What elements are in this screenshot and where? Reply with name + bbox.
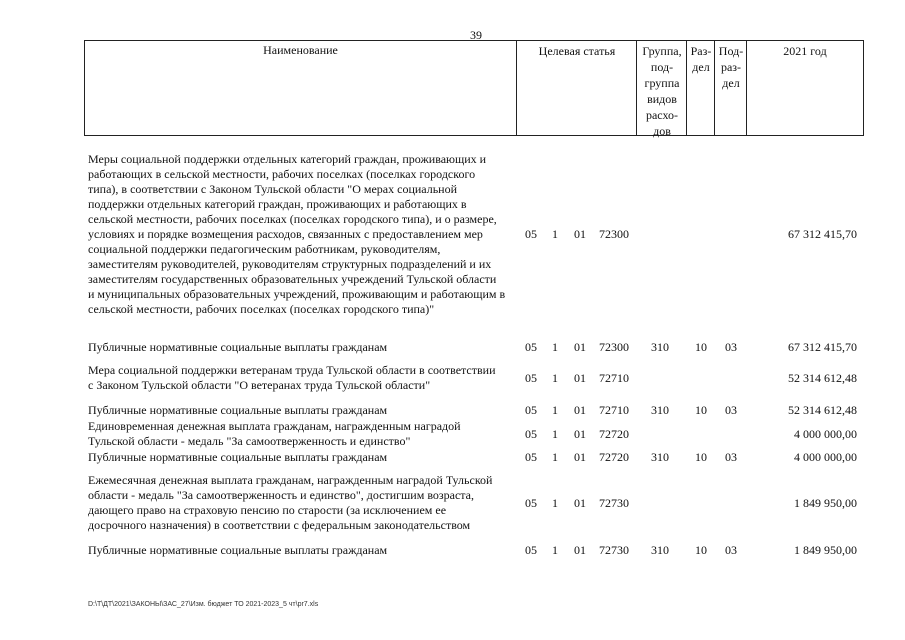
cell-amount: 52 314 612,48: [788, 370, 857, 385]
row-name: [88, 473, 518, 533]
cell-section: 10: [695, 450, 707, 464]
cell-t1: 05: [525, 340, 537, 354]
cell-t2: 1: [552, 403, 558, 417]
row-name-line: типа), в соответствии с Законом Тульской области "О мерах социальной: [88, 182, 458, 196]
cell-amount: 4 000 000,00: [794, 426, 857, 441]
row-name: [88, 403, 518, 418]
row-name-line: Публичные нормативные социальные выплаты гражданам: [88, 403, 388, 417]
row-name-line: условиях и порядке возмещения расходов, связанных с предоставлением мер: [88, 227, 483, 241]
cell-t2: 1: [552, 340, 558, 354]
cell-amount: 4 000 000,00: [794, 450, 857, 464]
header-year: 2021 год: [746, 41, 863, 135]
row-name: [88, 543, 518, 558]
row-name-line: дающего право на страховую пенсию по старости (за исключением ее: [88, 503, 447, 517]
row-name-line: Меры социальной поддержки отдельных категорий граждан, проживающих и: [88, 152, 487, 166]
row-name-line: области - медаль "За самоотверженность и единство", достигшим возраста,: [88, 488, 475, 502]
cell-group: 310: [651, 340, 669, 354]
cell-amount: 67 312 415,70: [788, 340, 857, 354]
row-name-line: поддержки отдельных категорий граждан, проживающих и работающих в: [88, 197, 467, 211]
row-name: [88, 419, 518, 449]
cell-t4: 72730: [599, 543, 629, 557]
cell-t1: 05: [525, 450, 537, 464]
row-name-line: с Законом Тульской области "О ветеранах труда Тульской области": [88, 378, 431, 392]
cell-t1: 05: [525, 370, 537, 385]
row-name-line: Публичные нормативные социальные выплаты гражданам: [88, 450, 388, 464]
row-name-line: сельской местности, рабочих поселках (поселках городского типа)": [88, 302, 435, 316]
table-row: [0, 419, 905, 449]
table-row: [0, 403, 905, 418]
cell-group: 310: [651, 403, 669, 417]
cell-section: 10: [695, 340, 707, 354]
cell-t3: 01: [574, 227, 586, 241]
row-name: [88, 363, 518, 393]
cell-t3: 01: [574, 450, 586, 464]
cell-t2: 1: [552, 227, 558, 241]
row-name-line: Ежемесячная денежная выплата гражданам, награжденным наградой Тульской: [88, 473, 493, 487]
cell-t3: 01: [574, 426, 586, 441]
cell-amount: 67 312 415,70: [788, 227, 857, 241]
group-line: видов: [647, 92, 677, 106]
group-line: группа: [644, 76, 680, 90]
group-line: под-: [650, 60, 674, 74]
table-row: [0, 340, 905, 355]
row-name-line: Публичные нормативные социальные выплаты гражданам: [88, 340, 388, 354]
row-name-line: работающих в сельской местности, рабочих поселках (поселках городского: [88, 167, 476, 181]
row-name-line: социальной поддержки педагогическим работникам, руководителям,: [88, 242, 441, 256]
subsection-line: раз-: [720, 60, 742, 74]
cell-t3: 01: [574, 403, 586, 417]
table-row: [0, 543, 905, 558]
table-row: [0, 473, 905, 533]
header-name: Наименование: [263, 43, 338, 57]
cell-t1: 05: [525, 227, 537, 241]
cell-group: 310: [651, 543, 669, 557]
cell-t3: 01: [574, 495, 586, 510]
cell-t3: 01: [574, 370, 586, 385]
cell-t1: 05: [525, 426, 537, 441]
cell-section: 10: [695, 403, 707, 417]
row-name-line: сельской местности, рабочих поселках (поселках городского типа), и о размере,: [88, 212, 497, 226]
row-name-line: Единовременная денежная выплата гражданам, награжденным наградой: [88, 419, 461, 433]
cell-amount: 1 849 950,00: [794, 495, 857, 510]
cell-t4: 72300: [599, 340, 629, 354]
row-name-line: и муниципальных образовательных учреждений, проживающим и работающим в: [88, 287, 506, 301]
cell-subsection: 03: [725, 543, 737, 557]
cell-t3: 01: [574, 543, 586, 557]
header-section: [686, 41, 715, 135]
cell-t2: 1: [552, 495, 558, 510]
page-number: 39: [470, 28, 482, 42]
row-name-line: заместителям руководителей, руководителям структурных подразделений и их: [88, 257, 492, 271]
cell-amount: 52 314 612,48: [788, 403, 857, 417]
section-line: Раз-: [690, 44, 712, 58]
cell-t3: 01: [574, 340, 586, 354]
cell-t2: 1: [552, 370, 558, 385]
cell-t4: 72730: [599, 495, 629, 510]
section-line: дел: [692, 60, 710, 74]
cell-t1: 05: [525, 495, 537, 510]
row-name-line: Тульской области - медаль "За самоотверженность и единство": [88, 434, 411, 448]
header-subsection: [714, 41, 747, 135]
cell-t1: 05: [525, 403, 537, 417]
table-header: [84, 40, 864, 136]
table-row: [0, 152, 905, 317]
cell-t2: 1: [552, 450, 558, 464]
cell-t4: 72720: [599, 426, 629, 441]
row-name: [88, 340, 518, 355]
cell-subsection: 03: [725, 403, 737, 417]
cell-t2: 1: [552, 543, 558, 557]
cell-t1: 05: [525, 543, 537, 557]
cell-group: 310: [651, 450, 669, 464]
table-row: [0, 450, 905, 465]
cell-subsection: 03: [725, 450, 737, 464]
group-line: дов: [653, 124, 671, 138]
group-line: Группа,: [642, 44, 682, 58]
subsection-line: Под-: [718, 44, 744, 58]
table-row: [0, 363, 905, 393]
header-target: Целевая статья: [516, 41, 637, 135]
cell-t4: 72720: [599, 450, 629, 464]
row-name: [88, 450, 518, 465]
row-name-line: досрочного назначения) в соответствии с федеральным законодательством: [88, 518, 471, 532]
row-name-line: Публичные нормативные социальные выплаты гражданам: [88, 543, 388, 557]
cell-t4: 72710: [599, 370, 629, 385]
cell-amount: 1 849 950,00: [794, 543, 857, 557]
subsection-line: дел: [722, 76, 740, 90]
cell-t4: 72710: [599, 403, 629, 417]
cell-section: 10: [695, 543, 707, 557]
row-name-line: Мера социальной поддержки ветеранам труда Тульской области в соответствии: [88, 363, 496, 377]
row-name: [88, 152, 518, 317]
row-name-line: заместителям государственных образовательных учреждений Тульской области: [88, 272, 497, 286]
cell-t2: 1: [552, 426, 558, 441]
cell-t4: 72300: [599, 227, 629, 241]
group-line: расхо-: [645, 108, 679, 122]
header-group: [636, 41, 687, 138]
cell-subsection: 03: [725, 340, 737, 354]
file-path-footer: D:\Т\ДТ\2021\ЗАКОНЫ\ЗАС_27\Изм. бюджет ТО 2021-2023_5 чт\pr7.xls: [88, 601, 319, 608]
